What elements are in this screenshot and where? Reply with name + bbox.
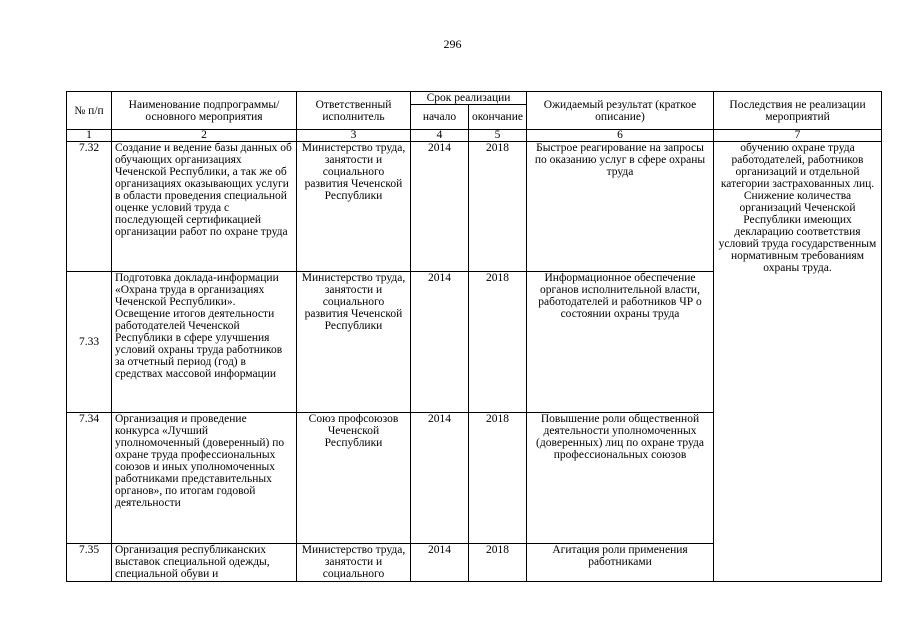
column-number-row	[67, 130, 882, 142]
row-name: Организация и проведение конкурса «Лучший уполномоченный (доверенный) по охране труда профессиональных союзов и иных уполномоченных работниками представительных органов», по итогам годовой деятельности	[112, 413, 297, 544]
row-result: Повышение роли общественной деятельности уполномоченных (доверенных) лиц по охране труда профессиональных союзов	[527, 413, 714, 544]
row-start: 2014	[411, 413, 469, 544]
row-start: 2014	[411, 272, 469, 413]
row-responsible: Министерство труда, занятости и социального развития Чеченской Республики	[297, 142, 411, 272]
row-result: Быстрое реагирование на запросы по оказанию услуг в сфере охраны труда	[527, 142, 714, 272]
column-number: 7	[714, 130, 882, 142]
column-number: 3	[297, 130, 411, 142]
program-table	[66, 91, 882, 582]
header-num: № п/п	[67, 92, 112, 130]
column-number: 2	[112, 130, 297, 142]
row-start: 2014	[411, 544, 469, 582]
row-name: Создание и ведение базы данных об обучающих организациях Чеченской Республики, а так же об организациях оказывающих услуги в области проведения специальной оценке условий труда с последующей сертификацией организации работ по охране труда	[112, 142, 297, 272]
row-result: Информационное обеспечение органов исполнительной власти, работодателей и работников ЧР о состоянии охраны труда	[527, 272, 714, 413]
row-responsible: Министерство труда, занятости и социального развития Чеченской Республики	[297, 272, 411, 413]
column-number: 1	[67, 130, 112, 142]
column-number: 5	[469, 130, 527, 142]
page-number: 296	[443, 37, 462, 51]
column-number: 4	[411, 130, 469, 142]
header-name: Наименование подпрограммы/ основного мероприятия	[112, 92, 297, 130]
header-period: Срок реализации	[411, 92, 527, 105]
header-end: окончание	[469, 105, 527, 130]
header-result: Ожидаемый результат (краткое описание)	[527, 92, 714, 130]
header-start: начало	[411, 105, 469, 130]
table-header	[67, 92, 882, 142]
row-end: 2018	[469, 142, 527, 272]
row-name: Организация республиканских выставок специальной одежды, специальной обуви и	[112, 544, 297, 582]
row-responsible: Министерство труда, занятости и социального	[297, 544, 411, 582]
row-start: 2014	[411, 142, 469, 272]
row-num: 7.34	[67, 413, 112, 544]
row-end: 2018	[469, 272, 527, 413]
table-row	[67, 142, 882, 272]
row-end: 2018	[469, 544, 527, 582]
column-number: 6	[527, 130, 714, 142]
row-result: Агитация роли применения работниками	[527, 544, 714, 582]
row-end: 2018	[469, 413, 527, 544]
row-num: 7.33	[67, 272, 112, 413]
row-num: 7.35	[67, 544, 112, 582]
row-responsible: Союз профсоюзов Чеченской Республики	[297, 413, 411, 544]
row-consequence: обучению охране труда работодателей, работников организаций и отдельной категории застрахованных лиц. Снижение количества организаций Чеченской Республики имеющих декларацию соответствия условий труда государственным нормативным требованиям охраны труда.	[714, 142, 882, 582]
row-name: Подготовка доклада-информации «Охрана труда в организациях Чеченской Республики». Освещение итогов деятельности работодателей Чеченской Республики в сфере улучшения условий охраны труда работников за отчетный период (год) в средствах массовой информации	[112, 272, 297, 413]
header-responsible: Ответственный исполнитель	[297, 92, 411, 130]
header-consequence: Последствия не реализации мероприятий	[714, 92, 882, 130]
row-num: 7.32	[67, 142, 112, 272]
